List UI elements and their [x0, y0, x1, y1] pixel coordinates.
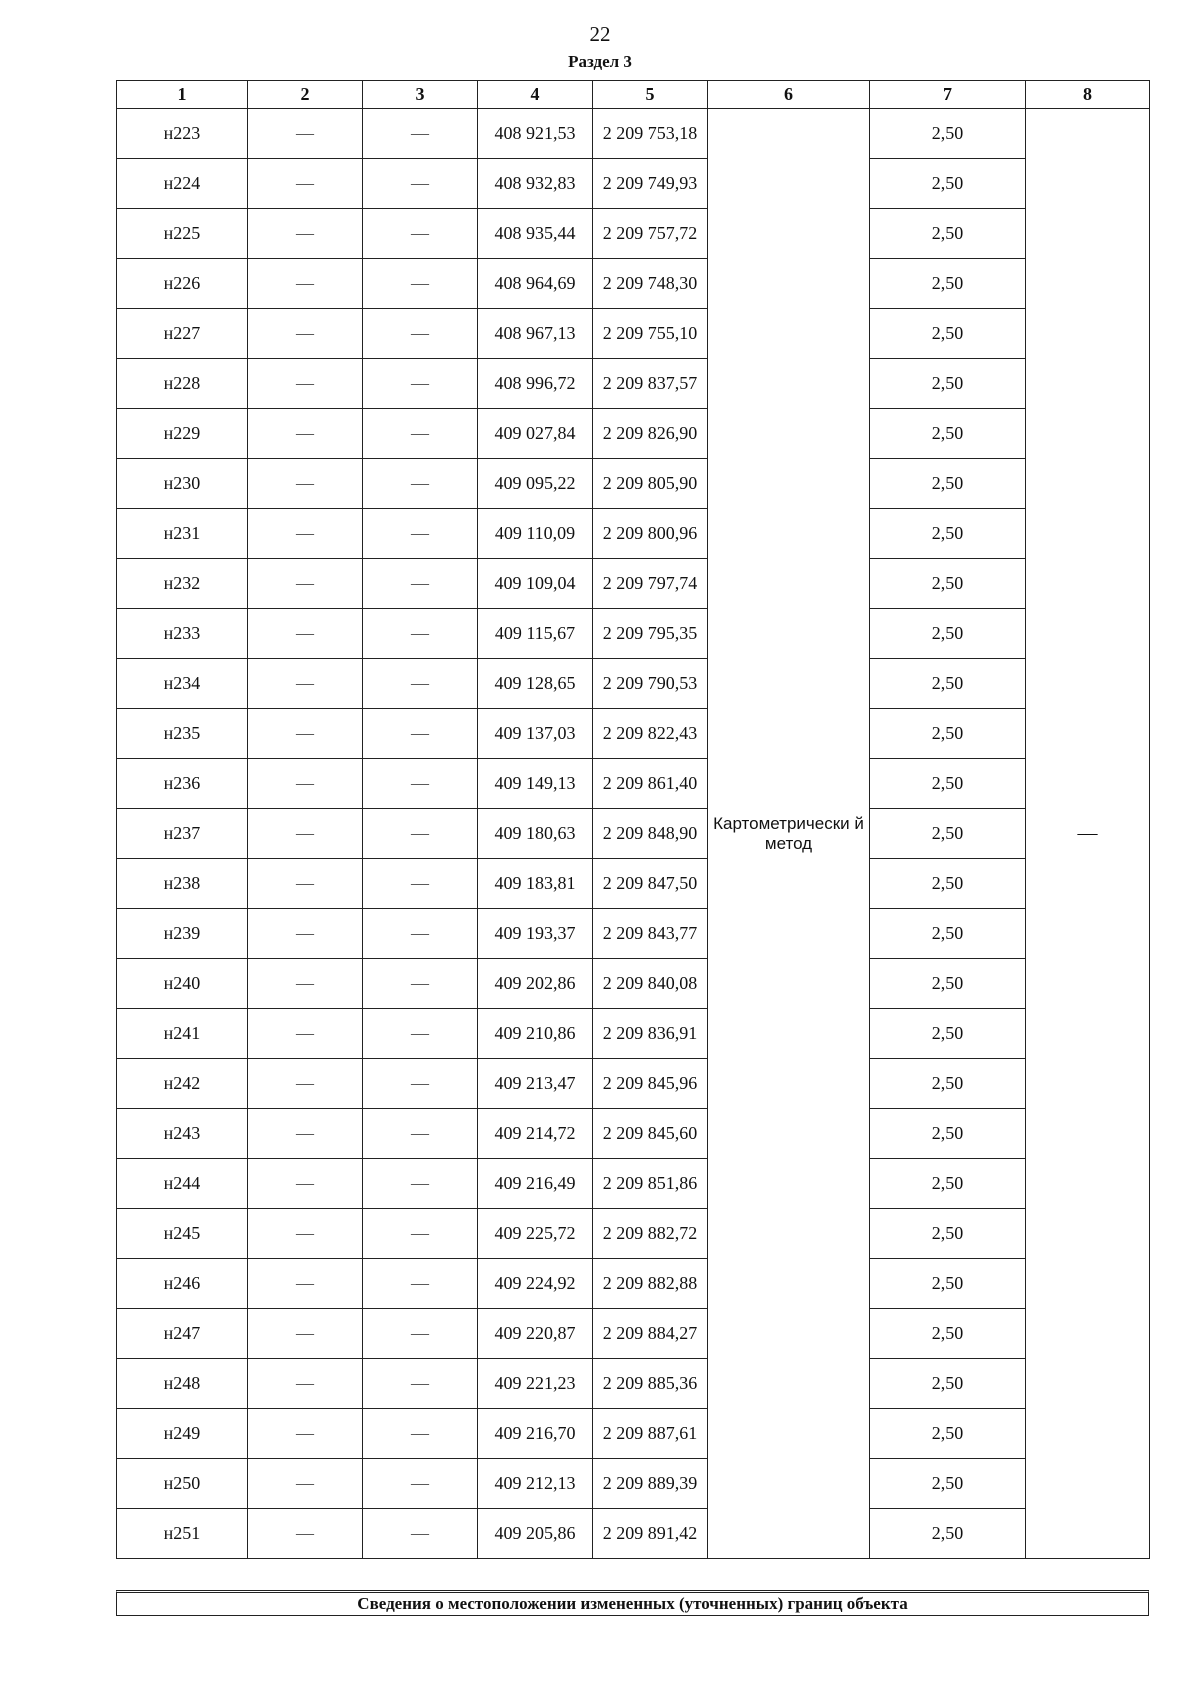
- accuracy-cell: 2,50: [870, 909, 1026, 959]
- accuracy-cell: 2,50: [870, 359, 1026, 409]
- x-coordinate-cell: 409 220,87: [478, 1309, 593, 1359]
- dash-cell: —: [363, 1109, 478, 1159]
- dash-cell: —: [248, 1259, 363, 1309]
- dash-cell: —: [363, 1459, 478, 1509]
- y-coordinate-cell: 2 209 800,96: [593, 509, 708, 559]
- dash-cell: —: [363, 759, 478, 809]
- point-name-cell: н242: [117, 1059, 248, 1109]
- accuracy-cell: 2,50: [870, 709, 1026, 759]
- point-name-cell: н241: [117, 1009, 248, 1059]
- dash-cell: —: [248, 959, 363, 1009]
- x-coordinate-cell: 409 137,03: [478, 709, 593, 759]
- point-name-cell: н246: [117, 1259, 248, 1309]
- table-row: [117, 309, 1150, 359]
- table-row: [117, 1359, 1150, 1409]
- table-row: [117, 1309, 1150, 1359]
- y-coordinate-cell: 2 209 840,08: [593, 959, 708, 1009]
- header-cell: 3: [363, 81, 478, 109]
- dash-cell: —: [363, 1259, 478, 1309]
- dash-cell: —: [363, 709, 478, 759]
- accuracy-cell: 2,50: [870, 159, 1026, 209]
- y-coordinate-cell: 2 209 755,10: [593, 309, 708, 359]
- dash-cell: —: [363, 309, 478, 359]
- y-coordinate-cell: 2 209 822,43: [593, 709, 708, 759]
- accuracy-cell: 2,50: [870, 1259, 1026, 1309]
- y-coordinate-cell: 2 209 851,86: [593, 1159, 708, 1209]
- accuracy-cell: 2,50: [870, 609, 1026, 659]
- dash-cell: —: [248, 1359, 363, 1409]
- x-coordinate-cell: 409 027,84: [478, 409, 593, 459]
- x-coordinate-cell: 408 996,72: [478, 359, 593, 409]
- point-name-cell: н250: [117, 1459, 248, 1509]
- dash-cell: —: [248, 459, 363, 509]
- table-row: [117, 559, 1150, 609]
- accuracy-cell: 2,50: [870, 1359, 1026, 1409]
- coordinates-table: [116, 80, 1150, 1559]
- dash-cell: —: [248, 259, 363, 309]
- y-coordinate-cell: 2 209 795,35: [593, 609, 708, 659]
- y-coordinate-cell: 2 209 882,88: [593, 1259, 708, 1309]
- dash-cell: —: [363, 559, 478, 609]
- y-coordinate-cell: 2 209 837,57: [593, 359, 708, 409]
- table-row: [117, 1259, 1150, 1309]
- point-name-cell: н236: [117, 759, 248, 809]
- point-name-cell: н249: [117, 1409, 248, 1459]
- dash-cell: —: [248, 809, 363, 859]
- accuracy-cell: 2,50: [870, 959, 1026, 1009]
- y-coordinate-cell: 2 209 843,77: [593, 909, 708, 959]
- x-coordinate-cell: 409 180,63: [478, 809, 593, 859]
- point-name-cell: н238: [117, 859, 248, 909]
- table-row: [117, 1409, 1150, 1459]
- dash-cell: —: [363, 609, 478, 659]
- dash-cell: —: [248, 1509, 363, 1559]
- point-name-cell: н225: [117, 209, 248, 259]
- point-name-cell: н231: [117, 509, 248, 559]
- dash-cell: —: [363, 1059, 478, 1109]
- dash-cell: —: [363, 259, 478, 309]
- footer-caption: Сведения о местоположении измененных (уточненных) границ объекта: [116, 1590, 1149, 1616]
- dash-cell: —: [363, 1409, 478, 1459]
- x-coordinate-cell: 408 935,44: [478, 209, 593, 259]
- point-name-cell: н223: [117, 109, 248, 159]
- x-coordinate-cell: 409 210,86: [478, 1009, 593, 1059]
- point-name-cell: н244: [117, 1159, 248, 1209]
- accuracy-cell: 2,50: [870, 309, 1026, 359]
- y-coordinate-cell: 2 209 885,36: [593, 1359, 708, 1409]
- dash-cell: —: [248, 159, 363, 209]
- table-row: [117, 1459, 1150, 1509]
- y-coordinate-cell: 2 209 882,72: [593, 1209, 708, 1259]
- x-coordinate-cell: 409 095,22: [478, 459, 593, 509]
- y-coordinate-cell: 2 209 887,61: [593, 1409, 708, 1459]
- dash-cell: —: [363, 909, 478, 959]
- dash-cell: —: [248, 1209, 363, 1259]
- point-name-cell: н232: [117, 559, 248, 609]
- header-cell: 7: [870, 81, 1026, 109]
- dash-cell: —: [363, 859, 478, 909]
- table-row: [117, 609, 1150, 659]
- point-name-cell: н247: [117, 1309, 248, 1359]
- accuracy-cell: 2,50: [870, 1509, 1026, 1559]
- dash-cell: —: [248, 209, 363, 259]
- dash-cell: —: [363, 109, 478, 159]
- dash-cell: —: [248, 1309, 363, 1359]
- dash-cell: —: [363, 409, 478, 459]
- table-row: [117, 459, 1150, 509]
- point-name-cell: н228: [117, 359, 248, 409]
- dash-cell: —: [363, 959, 478, 1009]
- dash-cell: —: [363, 509, 478, 559]
- point-name-cell: н226: [117, 259, 248, 309]
- y-coordinate-cell: 2 209 826,90: [593, 409, 708, 459]
- dash-cell: —: [248, 609, 363, 659]
- accuracy-cell: 2,50: [870, 1159, 1026, 1209]
- point-name-cell: н237: [117, 809, 248, 859]
- table-row: [117, 659, 1150, 709]
- column-8-cell: —: [1026, 109, 1150, 1559]
- x-coordinate-cell: 409 221,23: [478, 1359, 593, 1409]
- dash-cell: —: [248, 859, 363, 909]
- table-row: [117, 709, 1150, 759]
- table-row: [117, 1059, 1150, 1109]
- header-cell: 1: [117, 81, 248, 109]
- table-row: [117, 359, 1150, 409]
- x-coordinate-cell: 409 128,65: [478, 659, 593, 709]
- accuracy-cell: 2,50: [870, 1309, 1026, 1359]
- x-coordinate-cell: 409 149,13: [478, 759, 593, 809]
- x-coordinate-cell: 409 216,49: [478, 1159, 593, 1209]
- x-coordinate-cell: 408 967,13: [478, 309, 593, 359]
- x-coordinate-cell: 408 964,69: [478, 259, 593, 309]
- x-coordinate-cell: 409 110,09: [478, 509, 593, 559]
- table-row: [117, 209, 1150, 259]
- dash-cell: —: [363, 359, 478, 409]
- x-coordinate-cell: 409 205,86: [478, 1509, 593, 1559]
- y-coordinate-cell: 2 209 845,96: [593, 1059, 708, 1109]
- dash-cell: —: [248, 659, 363, 709]
- table-row: [117, 1159, 1150, 1209]
- point-name-cell: н227: [117, 309, 248, 359]
- y-coordinate-cell: 2 209 884,27: [593, 1309, 708, 1359]
- y-coordinate-cell: 2 209 889,39: [593, 1459, 708, 1509]
- x-coordinate-cell: 409 109,04: [478, 559, 593, 609]
- dash-cell: —: [248, 559, 363, 609]
- x-coordinate-cell: 409 115,67: [478, 609, 593, 659]
- accuracy-cell: 2,50: [870, 1109, 1026, 1159]
- section-title: Раздел 3: [568, 52, 632, 71]
- point-name-cell: н233: [117, 609, 248, 659]
- x-coordinate-cell: 409 214,72: [478, 1109, 593, 1159]
- dash-cell: —: [363, 209, 478, 259]
- x-coordinate-cell: 409 216,70: [478, 1409, 593, 1459]
- dash-cell: —: [248, 309, 363, 359]
- dash-cell: —: [248, 709, 363, 759]
- dash-cell: —: [248, 1459, 363, 1509]
- dash-cell: —: [248, 1409, 363, 1459]
- dash-cell: —: [248, 109, 363, 159]
- table-row: [117, 859, 1150, 909]
- y-coordinate-cell: 2 209 847,50: [593, 859, 708, 909]
- accuracy-cell: 2,50: [870, 1059, 1026, 1109]
- y-coordinate-cell: 2 209 805,90: [593, 459, 708, 509]
- header-cell: 5: [593, 81, 708, 109]
- y-coordinate-cell: 2 209 757,72: [593, 209, 708, 259]
- point-name-cell: н229: [117, 409, 248, 459]
- dash-cell: —: [248, 359, 363, 409]
- table-row: [117, 759, 1150, 809]
- header-cell: 6: [708, 81, 870, 109]
- y-coordinate-cell: 2 209 790,53: [593, 659, 708, 709]
- x-coordinate-cell: 409 212,13: [478, 1459, 593, 1509]
- header-row: [117, 81, 1150, 109]
- point-name-cell: н235: [117, 709, 248, 759]
- point-name-cell: н251: [117, 1509, 248, 1559]
- accuracy-cell: 2,50: [870, 1209, 1026, 1259]
- dash-cell: —: [363, 809, 478, 859]
- dash-cell: —: [363, 1209, 478, 1259]
- point-name-cell: н230: [117, 459, 248, 509]
- accuracy-cell: 2,50: [870, 659, 1026, 709]
- table-row: [117, 1509, 1150, 1559]
- table-row: [117, 809, 1150, 859]
- y-coordinate-cell: 2 209 891,42: [593, 1509, 708, 1559]
- point-name-cell: н240: [117, 959, 248, 1009]
- y-coordinate-cell: 2 209 836,91: [593, 1009, 708, 1059]
- x-coordinate-cell: 409 225,72: [478, 1209, 593, 1259]
- table-row: [117, 159, 1150, 209]
- accuracy-cell: 2,50: [870, 209, 1026, 259]
- x-coordinate-cell: 409 202,86: [478, 959, 593, 1009]
- table-body: [117, 109, 1150, 1559]
- point-name-cell: н224: [117, 159, 248, 209]
- y-coordinate-cell: 2 209 861,40: [593, 759, 708, 809]
- table-row: [117, 409, 1150, 459]
- y-coordinate-cell: 2 209 848,90: [593, 809, 708, 859]
- accuracy-cell: 2,50: [870, 259, 1026, 309]
- dash-cell: —: [248, 509, 363, 559]
- header-cell: 4: [478, 81, 593, 109]
- dash-cell: —: [363, 1509, 478, 1559]
- header-cell: 2: [248, 81, 363, 109]
- dash-cell: —: [363, 659, 478, 709]
- dash-cell: —: [248, 409, 363, 459]
- accuracy-cell: 2,50: [870, 759, 1026, 809]
- table-row: [117, 1109, 1150, 1159]
- x-coordinate-cell: 408 921,53: [478, 109, 593, 159]
- page-number: 22: [589, 22, 611, 46]
- dash-cell: —: [363, 1009, 478, 1059]
- x-coordinate-cell: 409 193,37: [478, 909, 593, 959]
- accuracy-cell: 2,50: [870, 1459, 1026, 1509]
- accuracy-cell: 2,50: [870, 459, 1026, 509]
- header-cell: 8: [1026, 81, 1150, 109]
- dash-cell: —: [363, 159, 478, 209]
- y-coordinate-cell: 2 209 753,18: [593, 109, 708, 159]
- accuracy-cell: 2,50: [870, 1409, 1026, 1459]
- y-coordinate-cell: 2 209 749,93: [593, 159, 708, 209]
- x-coordinate-cell: 409 213,47: [478, 1059, 593, 1109]
- x-coordinate-cell: 409 183,81: [478, 859, 593, 909]
- dash-cell: —: [248, 1109, 363, 1159]
- point-name-cell: н234: [117, 659, 248, 709]
- table-row: [117, 109, 1150, 159]
- accuracy-cell: 2,50: [870, 1009, 1026, 1059]
- point-name-cell: н245: [117, 1209, 248, 1259]
- accuracy-cell: 2,50: [870, 559, 1026, 609]
- table-row: [117, 509, 1150, 559]
- table-row: [117, 959, 1150, 1009]
- table-row: [117, 1209, 1150, 1259]
- dash-cell: —: [248, 1059, 363, 1109]
- table-row: [117, 1009, 1150, 1059]
- dash-cell: —: [363, 1159, 478, 1209]
- dash-cell: —: [248, 1159, 363, 1209]
- point-name-cell: н248: [117, 1359, 248, 1409]
- accuracy-cell: 2,50: [870, 409, 1026, 459]
- y-coordinate-cell: 2 209 797,74: [593, 559, 708, 609]
- dash-cell: —: [248, 909, 363, 959]
- point-name-cell: н239: [117, 909, 248, 959]
- dash-cell: —: [248, 759, 363, 809]
- dash-cell: —: [363, 1359, 478, 1409]
- accuracy-cell: 2,50: [870, 859, 1026, 909]
- dash-cell: —: [363, 459, 478, 509]
- accuracy-cell: 2,50: [870, 509, 1026, 559]
- dash-cell: —: [248, 1009, 363, 1059]
- y-coordinate-cell: 2 209 748,30: [593, 259, 708, 309]
- method-cell: Картометрически й метод: [708, 109, 870, 1559]
- table-row: [117, 909, 1150, 959]
- table-row: [117, 259, 1150, 309]
- x-coordinate-cell: 408 932,83: [478, 159, 593, 209]
- x-coordinate-cell: 409 224,92: [478, 1259, 593, 1309]
- dash-cell: —: [363, 1309, 478, 1359]
- y-coordinate-cell: 2 209 845,60: [593, 1109, 708, 1159]
- accuracy-cell: 2,50: [870, 809, 1026, 859]
- point-name-cell: н243: [117, 1109, 248, 1159]
- accuracy-cell: 2,50: [870, 109, 1026, 159]
